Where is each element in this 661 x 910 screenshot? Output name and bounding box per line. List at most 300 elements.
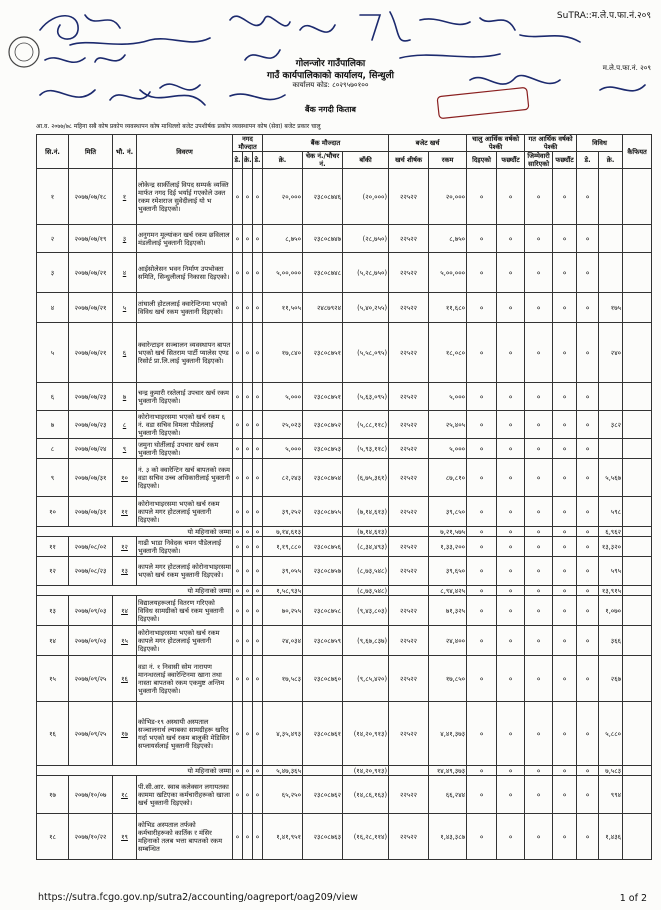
row-voucher: १५ [113,626,137,656]
total-cash-debit: ० [233,586,243,596]
row-cash-balance: ० [253,323,263,383]
row-cash-debit: ० [233,323,243,383]
row-given: ० [467,459,497,497]
month-total-label: यो महिनाको जम्मा [37,766,233,776]
row-cash-balance: ० [253,814,263,860]
row-voucher: १९ [113,814,137,860]
row-cash-credit: ० [243,459,253,497]
row-misc-credit: १,४३६ [599,814,623,860]
table-row [37,323,652,383]
row-sn: ७ [37,411,69,439]
row-sn: ५ [37,323,69,383]
table-row [37,814,652,860]
row-date: २०७७/१०/२२ [69,814,113,860]
total-given: ० [467,586,497,596]
row-cheque: २३८०८७५४ [303,459,343,497]
row-misc-debit: ० [577,557,599,586]
org-name: गोलन्जोर गाउँपालिका [295,59,366,69]
row-amount: ५,००,००० [429,253,467,293]
total-cheque [303,527,343,537]
row-carried: ० [525,439,553,459]
row-balance: (९,६७,८३७) [343,626,389,656]
row-bank-credit: १,४१,९५१ [263,814,303,860]
table-row [37,596,652,626]
row-cash-balance: ० [253,702,263,766]
row-sn: १३ [37,596,69,626]
row-cash-debit: ० [233,411,243,439]
row-prev-settled: ० [553,459,577,497]
row-description: अनुगमन मूल्यांकन खर्च रकम छविलाल मंडलीलाई भुक्तानी दिइएको। [137,225,233,253]
row-sn: १४ [37,626,69,656]
row-budget-head: २२५२२ [389,253,429,293]
row-bank-credit: ११,५०५ [263,293,303,323]
row-amount: १७,८५० [429,656,467,702]
row-carried: ० [525,253,553,293]
total-cash-credit: ० [243,766,253,776]
row-given: ० [467,596,497,626]
table-row [37,557,652,586]
row-carried: ० [525,626,553,656]
row-voucher: १३ [113,557,137,586]
row-cash-credit: ० [243,439,253,459]
row-cash-credit: ० [243,225,253,253]
row-budget-head: २२५२२ [389,293,429,323]
row-remarks [623,626,652,656]
row-carried: ० [525,497,553,527]
row-voucher: १८ [113,776,137,814]
month-total-label: यो महिनाको जम्मा [37,586,233,596]
col-voucher: भौ. नं. [113,135,137,169]
total-settled: ० [497,766,525,776]
row-amount: ३९,६५० [429,557,467,586]
row-remarks [623,814,652,860]
row-settled: ० [497,459,525,497]
row-prev-settled: ० [553,537,577,557]
row-cash-credit: ० [243,383,253,411]
row-bank-credit: १,१९,८८० [263,537,303,557]
row-cheque: २३८०८७५५ [303,497,343,527]
row-cash-debit: ० [233,169,243,225]
row-settled: ० [497,383,525,411]
row-misc-debit: ० [577,225,599,253]
row-cash-debit: ० [233,656,243,702]
total-cash-credit: ० [243,527,253,537]
row-cash-debit: ० [233,225,243,253]
row-balance: (१६,२८,११४) [343,814,389,860]
row-balance: (१४,८६,१६३) [343,776,389,814]
row-settled: ० [497,225,525,253]
row-balance: (२८,७५०) [343,225,389,253]
row-cash-balance: ० [253,596,263,626]
month-total-row [37,527,652,537]
col-misc: विविध [577,135,623,152]
row-cash-balance: ० [253,253,263,293]
row-misc-credit: १७५ [599,293,623,323]
bank-cash-book-table [36,134,652,860]
row-budget-head: २२५२२ [389,557,429,586]
row-cheque: २३८०८७६० [303,656,343,702]
row-misc-credit: २४० [599,323,623,383]
row-bank-credit: ३९,२५२ [263,497,303,527]
row-sn: १५ [37,656,69,702]
row-cash-debit: ० [233,596,243,626]
row-settled: ० [497,626,525,656]
total-amount: १४,४९,३७३ [429,766,467,776]
row-amount: ५,००० [429,439,467,459]
row-cash-credit: ० [243,656,253,702]
total-balance: (७,१४,६१३) [343,527,389,537]
row-settled: ० [497,557,525,586]
row-given: ० [467,702,497,766]
row-amount: १,३३,२०० [429,537,467,557]
row-description: क्वारेन्टाइन सञ्चालन व्यवस्थापन बापत भएको खर्च सितराम पार्टी प्यालेस एण्ड रिसोर्ट प्रा.लि.लाई भुक्तानी दिइएको। [137,323,233,383]
row-budget-head: २२५२२ [389,702,429,766]
row-cheque: २३८०८७४६ [303,169,343,225]
row-balance: (८,३४,४९३) [343,537,389,557]
row-amount: ८,७५० [429,225,467,253]
total-misc-credit: ६,९६२ [599,527,623,537]
row-cheque: २३८०८७५३ [303,439,343,459]
row-settled: ० [497,537,525,557]
row-settled: ० [497,323,525,383]
row-cash-credit: ० [243,537,253,557]
row-date: २०७७/०९/२५ [69,702,113,766]
row-carried: ० [525,411,553,439]
row-description: कोरोनाभाइरसमा भएको खर्च रकम ६ नं. वडा सचिव विमला पौडेललाई भुक्तानी दिइएको। [137,411,233,439]
row-date: २०७७/०७/२३ [69,383,113,411]
row-amount: ७१,३२५ [429,596,467,626]
row-date: २०७७/१०/०७ [69,776,113,814]
total-amount: ७,२१,५७५ [429,527,467,537]
row-budget-head: २२५२२ [389,411,429,439]
col-prev-settled: फर्छ्यौट [553,152,577,169]
row-given: ० [467,557,497,586]
page-number: 1 of 2 [619,893,647,904]
row-settled: ० [497,411,525,439]
row-misc-debit: ० [577,459,599,497]
row-misc-credit [599,383,623,411]
row-given: ० [467,383,497,411]
total-budget-head [389,527,429,537]
row-balance: (६,७५,३६१) [343,459,389,497]
row-misc-debit: ० [577,383,599,411]
row-remarks [623,225,652,253]
row-cash-balance: ० [253,439,263,459]
col-remarks: कैफियत [623,135,652,169]
row-description: कोरोनाभाइरसमा भएको खर्च रकम कापले मगर होटललाई भुक्तानी दिइएको। [137,497,233,527]
row-carried: ० [525,702,553,766]
row-description: तांघाली होटललाई क्वारेन्टिनमा भएको विविध खर्च रकम भुक्तानी दिइएको। [137,293,233,323]
row-description: कोरोनाभाइरसमा भएको खर्च रकम कापले मगर होटललाई भुक्तानी दिइएको। [137,626,233,656]
row-prev-settled: ० [553,253,577,293]
row-carried: ० [525,323,553,383]
row-carried: ० [525,293,553,323]
row-cash-credit: ० [243,323,253,383]
row-misc-debit: ० [577,439,599,459]
row-given: ० [467,814,497,860]
row-misc-debit: ० [577,537,599,557]
row-date: २०७७/०७/२१ [69,293,113,323]
row-misc-debit: ० [577,702,599,766]
row-amount: ५,००० [429,383,467,411]
row-description: कोभिड-१९ अस्थायी अस्पताल सञ्चालनार्थ ल्याबका सामग्रीहरू खरिद गर्दा भएको खर्च रकम बालुकी मेडिसिन सप्लायर्सलाई भुक्तानी दिइएको। [137,702,233,766]
row-misc-debit: ० [577,497,599,527]
row-given: ० [467,656,497,702]
row-given: ० [467,626,497,656]
row-balance: (७,१४,६१३) [343,497,389,527]
row-misc-credit: २६७ [599,656,623,702]
row-sn: २ [37,225,69,253]
row-voucher: ८ [113,411,137,439]
table-row [37,253,652,293]
row-budget-head: २२५२२ [389,596,429,626]
row-given: ० [467,537,497,557]
row-cheque: २३८०८७६१ [303,702,343,766]
row-given: ० [467,439,497,459]
row-misc-debit: ० [577,169,599,225]
row-cheque: २३८०८७६३ [303,814,343,860]
table-row [37,169,652,225]
row-cheque: २३८०८७४७ [303,225,343,253]
row-settled: ० [497,814,525,860]
row-prev-settled: ० [553,439,577,459]
row-settled: ० [497,253,525,293]
col-bank: बैंक मौज्दात [263,135,389,152]
col-bank-credit: क्रे. [263,152,303,169]
row-carried: ० [525,656,553,702]
total-settled: ० [497,586,525,596]
row-carried: ० [525,383,553,411]
row-bank-credit: २४,०३४ [263,626,303,656]
row-budget-head: २२५२२ [389,439,429,459]
total-misc-credit: ७,५८३ [599,766,623,776]
row-given: ० [467,293,497,323]
total-cash-balance: ० [253,586,263,596]
row-bank-credit: ८२,२४३ [263,459,303,497]
total-cash-debit: ० [233,766,243,776]
row-carried: ० [525,225,553,253]
row-description: वडा नं. १ निवासी सोम नारायण मानन्धरलाई क्वारेन्टिनमा खाना तथा नास्ता बापतको रकम एकमुष्ट अन्तिम भुक्तानी दिइएको। [137,656,233,702]
row-remarks [623,253,652,293]
row-date: २०७७/०७/२३ [69,411,113,439]
row-date: २०७७/०९/०३ [69,596,113,626]
row-budget-head: २२५२२ [389,383,429,411]
col-budget: बजेट खर्च [389,135,467,152]
row-voucher: ९ [113,439,137,459]
total-cheque [303,766,343,776]
row-remarks [623,537,652,557]
row-amount: ३९,८५० [429,497,467,527]
row-cash-credit: ० [243,702,253,766]
row-balance: (१४,२०,९१३) [343,702,389,766]
row-settled: ० [497,776,525,814]
row-prev-settled: ० [553,814,577,860]
col-given: दिइएको [467,152,497,169]
row-voucher: ११ [113,497,137,527]
row-cash-credit: ० [243,411,253,439]
row-given: ० [467,776,497,814]
row-settled: ० [497,702,525,766]
month-total-row [37,586,652,596]
row-cash-balance: ० [253,626,263,656]
row-bank-credit: २५,०२३ [263,411,303,439]
row-cash-credit: ० [243,497,253,527]
row-cash-balance: ० [253,225,263,253]
row-cash-balance: ० [253,557,263,586]
col-current-advance: चालु आर्थिक वर्षको पेश्की [467,135,525,152]
col-misc-credit: क्रे. [599,152,623,169]
row-balance: (२०,०००) [343,169,389,225]
total-amount: ८,९४,४२५ [429,586,467,596]
row-cash-debit: ० [233,537,243,557]
row-remarks [623,656,652,702]
row-description: चन्द्र कुमारी रस्तेलाई उपचार खर्च रकम भुक्तानी दिइएको। [137,383,233,411]
row-prev-settled: ० [553,626,577,656]
row-budget-head: २२५२२ [389,497,429,527]
footer-url[interactable]: https://sutra.fcgo.gov.np/sutra2/accounting/oagreport/oag209/view [38,892,358,903]
row-budget-head: २२५२२ [389,225,429,253]
total-misc-debit: ० [577,586,599,596]
row-date: २०७७/०७/३१ [69,459,113,497]
total-budget-head [389,766,429,776]
row-balance: (९,८५,४२०) [343,656,389,702]
row-misc-credit [599,253,623,293]
row-misc-credit: ५,८८० [599,702,623,766]
row-bank-credit: ५,००,००० [263,253,303,293]
row-given: ० [467,323,497,383]
row-amount: ८७,८१० [429,459,467,497]
row-cash-debit: ० [233,497,243,527]
row-budget-head: २२५२२ [389,169,429,225]
col-cash-debit: डे. [233,152,243,169]
row-cash-credit: ० [243,596,253,626]
row-balance: (९,४३,८०३) [343,596,389,626]
row-misc-credit: १,०७० [599,596,623,626]
office-name: गाउँ कार्यपालिकाको कार्यालय, सिन्धुली [267,71,394,81]
row-balance: (५,२८,७५०) [343,253,389,293]
row-cash-credit: ० [243,626,253,656]
row-cheque: २३८०८७५१ [303,323,343,383]
col-date: मिति [69,135,113,169]
row-given: ० [467,225,497,253]
row-cash-balance: ० [253,383,263,411]
row-cash-debit: ० [233,557,243,586]
row-sn: १ [37,169,69,225]
row-balance: (५,८८,११८) [343,411,389,439]
row-budget-head: २२५२२ [389,776,429,814]
row-sn: १८ [37,814,69,860]
row-settled: ० [497,656,525,702]
row-prev-settled: ० [553,323,577,383]
row-cash-balance: ० [253,169,263,225]
row-voucher: १२ [113,537,137,557]
row-misc-credit: ५,५६७ [599,459,623,497]
row-settled: ० [497,169,525,225]
row-bank-credit: २०,००० [263,169,303,225]
total-misc-debit: ० [577,766,599,776]
total-cheque [303,586,343,596]
row-misc-credit: ५९८ [599,497,623,527]
row-voucher: ५ [113,293,137,323]
row-carried: ० [525,459,553,497]
row-carried: ० [525,596,553,626]
row-cheque: २४८७९२४ [303,293,343,323]
row-voucher: १ [113,169,137,225]
row-voucher: १४ [113,596,137,626]
row-voucher: ४ [113,253,137,293]
row-misc-debit: ० [577,596,599,626]
col-description: विवरण [137,135,233,169]
total-remarks [623,586,652,596]
row-cash-debit: ० [233,253,243,293]
row-carried: ० [525,537,553,557]
row-sn: ११ [37,537,69,557]
row-remarks [623,596,652,626]
row-sn: १० [37,497,69,527]
row-prev-settled: ० [553,497,577,527]
row-cash-debit: ० [233,814,243,860]
row-cash-balance: ० [253,293,263,323]
row-misc-credit: १३,३२० [599,537,623,557]
row-cash-credit: ० [243,814,253,860]
total-given: ० [467,766,497,776]
row-bank-credit: १७,५८३ [263,656,303,702]
row-cash-debit: ० [233,776,243,814]
row-sn: १२ [37,557,69,586]
row-voucher: १६ [113,656,137,702]
row-remarks [623,557,652,586]
row-remarks [623,702,652,766]
row-description: लोकेन्द्र सार्कीलाई विपद सम्पर्क व्यक्ति मार्फत नगद दिई भर्याई गएकोले उक्त रकम रमेशराज सुवेदीलाई यो भ भुक्तानी दिइएको। [137,169,233,225]
row-cash-debit: ० [233,626,243,656]
row-given: ० [467,497,497,527]
total-bank-credit: ५,४७,३६५ [263,766,303,776]
total-prev-settled: ० [553,766,577,776]
row-voucher: १७ [113,702,137,766]
row-amount: १८,०८० [429,323,467,383]
row-misc-credit [599,225,623,253]
row-carried: ० [525,169,553,225]
col-previous-advance: गत आर्थिक वर्षको पेश्की [525,135,577,152]
total-cash-debit: ० [233,527,243,537]
row-cash-debit: ० [233,383,243,411]
total-given: ० [467,527,497,537]
row-amount: २५,४०५ [429,411,467,439]
table-row [37,497,652,527]
col-misc-debit: डे. [577,152,599,169]
col-cash-balance: डे. [253,152,263,169]
row-date: २०७७/०७/३१ [69,497,113,527]
row-misc-credit [599,439,623,459]
row-misc-debit: ० [577,323,599,383]
row-cash-credit: ० [243,253,253,293]
row-prev-settled: ० [553,656,577,702]
row-amount: १,४३,३८७ [429,814,467,860]
row-remarks [623,383,652,411]
row-balance: (५,९३,११८) [343,439,389,459]
row-description: पी.सी.आर. स्वाब कलेक्सन लगायतका काममा खटिएका कर्मचारीहरूको खाजा खर्च भुक्तानी दिइएको। [137,776,233,814]
row-sn: १७ [37,776,69,814]
total-balance: (१४,२०,९१३) [343,766,389,776]
col-cash: नगद मौज्दात [233,135,263,152]
row-misc-credit: ९९४ [599,776,623,814]
table-row [37,439,652,459]
row-voucher: ७ [113,383,137,411]
row-balance: (८,७३,५४८) [343,557,389,586]
row-budget-head: २२५२२ [389,814,429,860]
row-carried: ० [525,776,553,814]
row-remarks [623,439,652,459]
